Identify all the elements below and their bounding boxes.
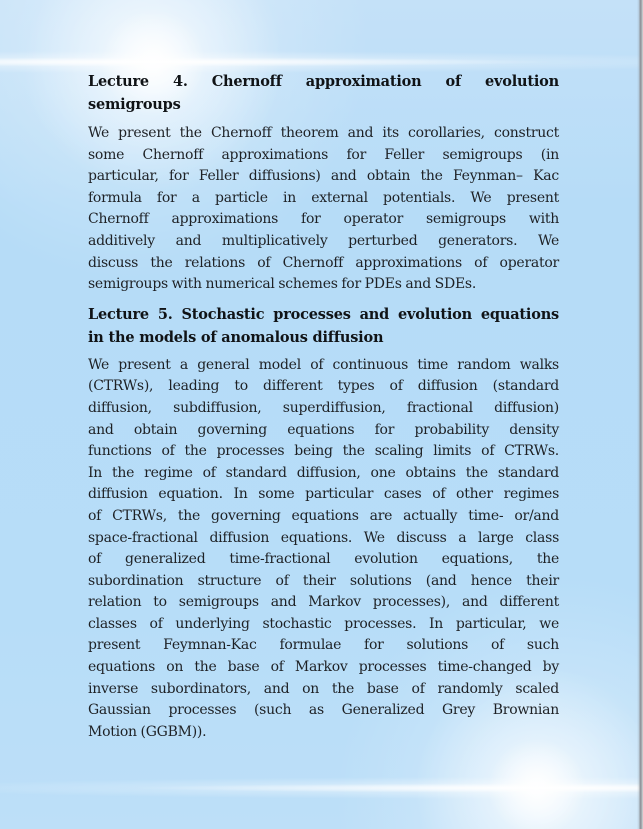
text-line: classes of underlying stochastic processes. In particular, we <box>88 615 559 632</box>
text-line: of CTRWs, the governing equations are actually time- or/and <box>88 507 559 524</box>
text-line: present Feymnan-Kac formulae for solutions of such <box>88 637 559 654</box>
text-line: particular, for Feller diffusions) and obtain the Feynman– Kac <box>88 168 559 185</box>
text-line: We present a general model of continuous time random walks <box>88 356 559 373</box>
text-line: Motion (GGBM)). <box>88 723 207 740</box>
heading-text-line: Lecture 4. Chernoff approximation of evolution <box>88 73 559 90</box>
text-line: relation to semigroups and Markov processes), and different <box>88 594 559 611</box>
text-line: discuss the relations of Chernoff approximations of operator <box>88 254 559 271</box>
lecture-abstracts <box>88 70 559 750</box>
text-line: and obtain governing equations for probability density <box>88 421 559 438</box>
text-line: space-fractional diffusion equations. We discuss a large class <box>88 529 559 546</box>
text-line: of generalized time-fractional evolution equations, the <box>88 551 559 568</box>
text-line: some Chernoff approximations for Feller semigroups (in <box>88 146 559 163</box>
page-edge-shadow <box>637 0 643 829</box>
text-line: In the regime of standard diffusion, one obtains the standard <box>88 464 559 481</box>
text-line: formula for a particle in external potentials. We present <box>88 189 559 206</box>
text-line: subordination structure of their solutions (and hence their <box>88 572 559 589</box>
text-line: We present the Chernoff theorem and its corollaries, construct <box>88 125 559 141</box>
text-line: additively and multiplicatively perturbed generators. We <box>88 232 559 249</box>
text-line: Gaussian processes (such as Generalized Grey Brownian <box>88 702 559 719</box>
lecture-4-abstract <box>88 123 559 296</box>
text-line: semigroups with numerical schemes for PDEs and SDEs. <box>88 276 477 293</box>
text-line: equations on the base of Markov processes time-changed by <box>88 659 559 676</box>
text-line: diffusion, subdiffusion, superdiffusion, fractional diffusion) <box>88 399 559 416</box>
lecture-4-heading <box>88 70 559 116</box>
heading-text-line: Lecture 5. Stochastic processes and evolution equations <box>88 305 559 323</box>
text-line: Chernoff approximations for operator semigroups with <box>88 211 559 228</box>
text-line: diffusion equation. In some particular cases of other regimes <box>88 486 559 503</box>
heading-text-line: in the models of anomalous diffusion <box>88 328 384 346</box>
text-line: functions of the processes being the scaling limits of CTRWs. <box>88 443 559 460</box>
text-line: inverse subordinators, and on the base of randomly scaled <box>88 680 559 697</box>
lecture-5-abstract <box>88 355 559 744</box>
text-line: (CTRWs), leading to different types of diffusion (standard <box>88 378 559 395</box>
heading-text-line: semigroups <box>88 96 181 113</box>
lecture-5-heading <box>88 303 559 349</box>
